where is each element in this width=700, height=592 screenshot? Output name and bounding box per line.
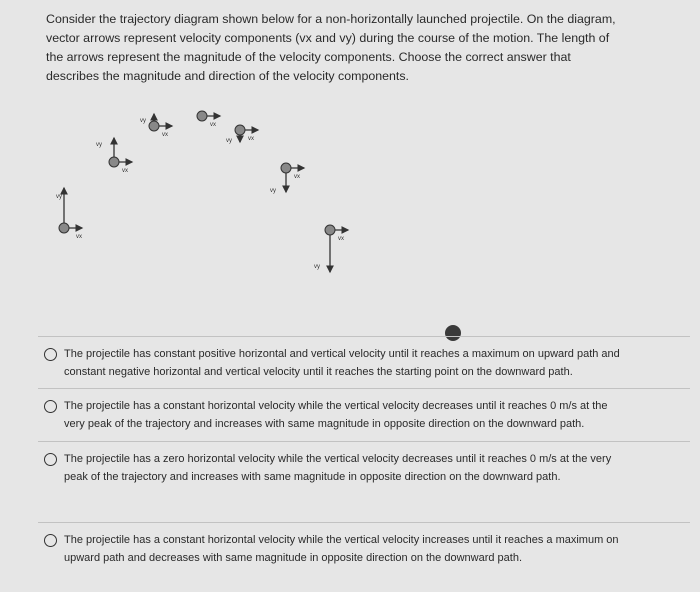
projectile-ball <box>281 163 291 173</box>
vx-label: vx <box>248 136 254 142</box>
question-text <box>46 10 686 86</box>
radio-button[interactable] <box>44 348 57 361</box>
trajectory-diagram <box>40 100 370 280</box>
selection-marker <box>445 325 461 341</box>
option-1-line-2: constant negative horizontal and vertical velocity until it reaches the starting point on the downward path. <box>64 366 573 378</box>
divider <box>38 388 690 389</box>
projectile-position-3 <box>140 114 172 138</box>
projectile-ball <box>235 125 245 135</box>
vx-label: vx <box>338 236 344 242</box>
vx-label: vx <box>76 234 82 240</box>
projectile-ball <box>325 225 335 235</box>
option-2-line-1: The projectile has a constant horizontal velocity while the vertical velocity decreases until it reaches 0 m/s at the <box>64 400 608 412</box>
question-line-1: Consider the trajectory diagram shown below for a non-horizontally launched projectile. On the diagram, <box>46 12 616 26</box>
vy-label: vy <box>270 188 276 194</box>
vy-label: vy <box>96 142 102 148</box>
radio-button[interactable] <box>44 453 57 466</box>
vy-label: vy <box>56 194 62 200</box>
projectile-position-6 <box>270 163 304 194</box>
divider <box>38 522 690 523</box>
vx-label: vx <box>294 174 300 180</box>
projectile-position-7 <box>314 225 348 272</box>
option-3-line-2: peak of the trajectory and increases with same magnitude in opposite direction on the downward path. <box>64 471 561 483</box>
vx-label: vx <box>162 132 168 138</box>
radio-button[interactable] <box>44 400 57 413</box>
radio-button[interactable] <box>44 534 57 547</box>
projectile-position-2 <box>96 138 132 174</box>
vy-label: vy <box>226 138 232 144</box>
question-line-2: vector arrows represent velocity components (vx and vy) during the course of the motion. The length of <box>46 31 610 45</box>
vy-label: vy <box>314 264 320 270</box>
projectile-ball <box>59 223 69 233</box>
projectile-ball <box>149 121 159 131</box>
option-4-line-1: The projectile has a constant horizontal velocity while the vertical velocity increases until it reaches a maximum on <box>64 534 619 546</box>
vy-label: vy <box>140 118 146 124</box>
vx-label: vx <box>210 122 216 128</box>
option-3-line-1: The projectile has a zero horizontal velocity while the vertical velocity decreases until it reaches 0 m/s at the very <box>64 453 612 465</box>
option-1-line-1: The projectile has constant positive horizontal and vertical velocity until it reaches a maximum on upward path and <box>64 348 620 360</box>
divider <box>38 441 690 442</box>
option-4-line-2: upward path and decreases with same magnitude in opposite direction on the downward path. <box>64 552 523 564</box>
question-line-4: describes the magnitude and direction of the velocity components. <box>46 69 409 83</box>
projectile-ball <box>109 157 119 167</box>
option-2-line-2: very peak of the trajectory and increases with same magnitude in opposite direction on the downward path. <box>64 418 585 430</box>
question-line-3: the arrows represent the magnitude of the velocity components. Choose the correct answer that <box>46 50 571 64</box>
projectile-position-5 <box>226 125 258 144</box>
projectile-ball <box>197 111 207 121</box>
projectile-position-peak <box>197 111 220 128</box>
divider <box>38 336 690 337</box>
projectile-position-1 <box>56 188 82 240</box>
vx-label: vx <box>122 168 128 174</box>
